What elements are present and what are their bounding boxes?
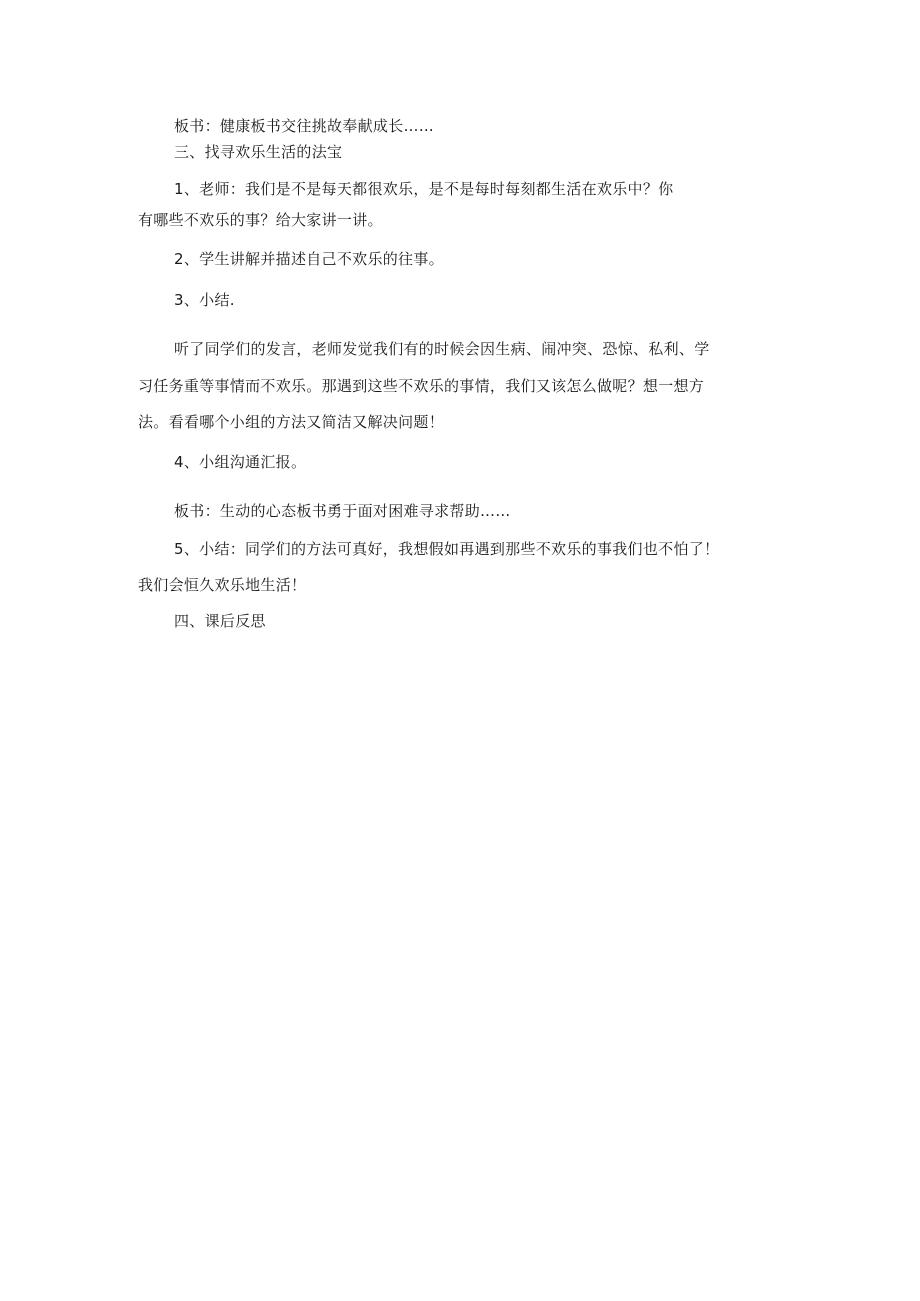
item-1-line-2: 有哪些不欢乐的事？给大家讲一讲。	[138, 211, 383, 229]
paragraph-line-3: 法。看看哪个小组的方法又简洁又解决问题！	[138, 413, 445, 431]
item-5-line-2: 我们会恒久欢乐地生活！	[138, 576, 307, 594]
item-1-line-1: 1、老师：我们是不是每天都很欢乐，是不是每时每刻都生活在欢乐中？你	[174, 180, 674, 198]
paragraph-line-2: 习任务重等事情而不欢乐。那遇到这些不欢乐的事情，我们又该怎么做呢？想一想方	[138, 377, 705, 395]
paragraph-line-1: 听了同学们的发言，老师发觉我们有的时候会因生病、闹冲突、恐惊、私利、学	[174, 340, 710, 358]
item-4: 4、小组沟通汇报。	[174, 453, 307, 471]
item-2: 2、学生讲解并描述自己不欢乐的往事。	[174, 250, 444, 268]
board-note-health: 板书：健康板书交往挑故奉献成长……	[174, 117, 435, 135]
item-3: 3、小结.	[174, 291, 235, 309]
board-note-mindset: 板书：生动的心态板书勇于面对困难寻求帮助……	[174, 502, 511, 520]
section-4-heading: 四、课后反思	[174, 612, 266, 630]
item-5-line-1: 5、小结：同学们的方法可真好，我想假如再遇到那些不欢乐的事我们也不怕了！	[174, 540, 720, 558]
section-3-heading: 三、找寻欢乐生活的法宝	[174, 143, 343, 161]
